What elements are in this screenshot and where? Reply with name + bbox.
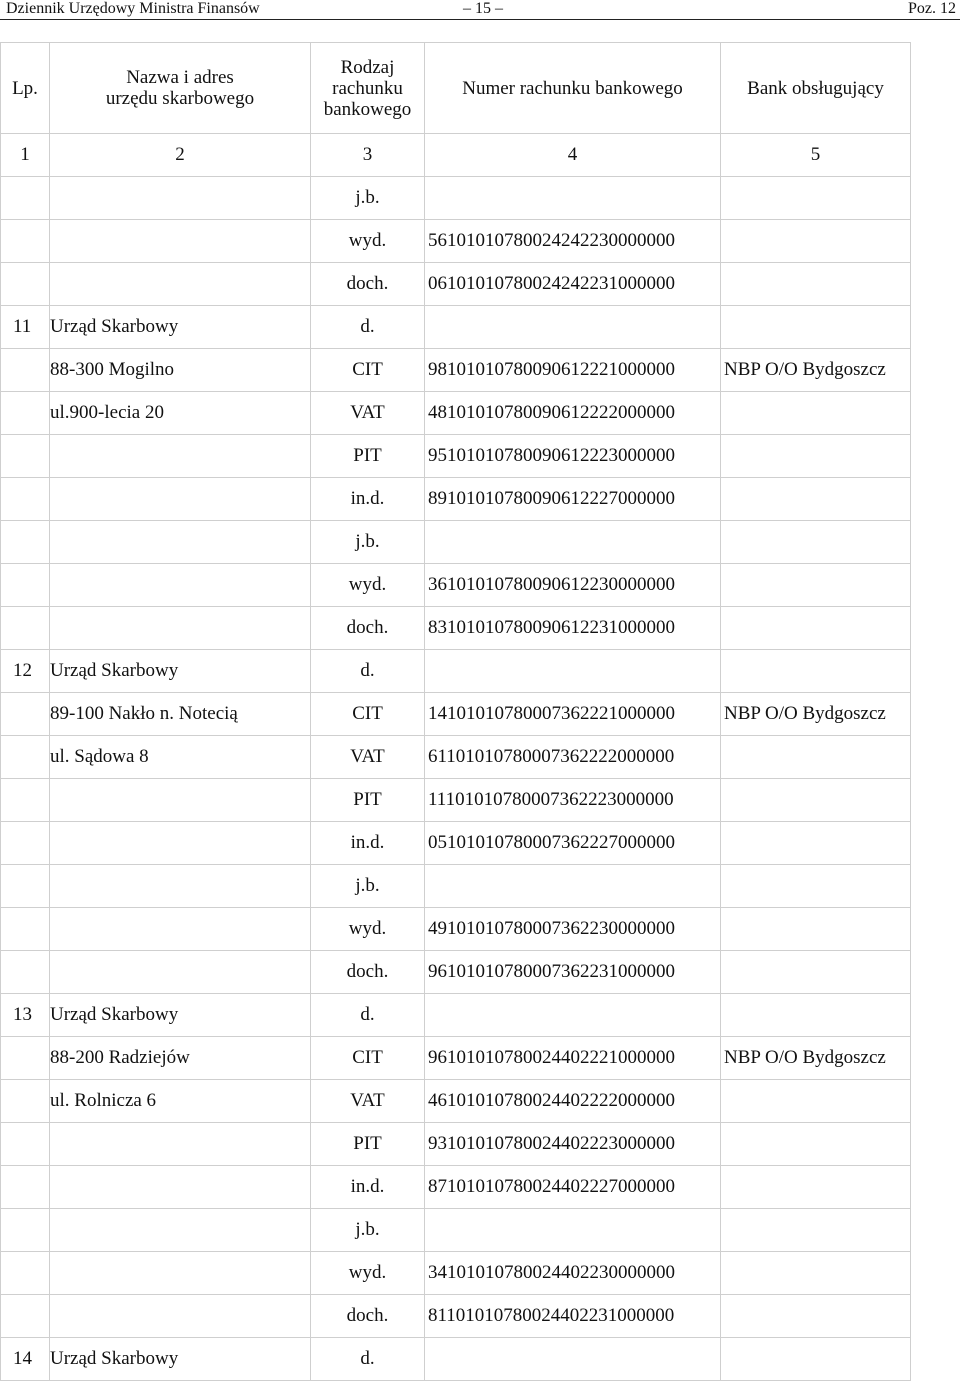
servicing-bank [721,736,911,779]
account-type: doch. [311,1295,425,1338]
table-row [1,349,911,392]
table-row [1,263,911,306]
office-name-address: Urząd Skarbowy [50,306,311,349]
office-number: 14 [1,1338,50,1381]
office-name-address [50,263,311,306]
table-row [1,822,911,865]
account-type: in.d. [311,478,425,521]
account-type: wyd. [311,1252,425,1295]
header-name-line2: urzędu skarbowego [105,88,255,109]
office-number [1,951,50,994]
account-number: 95101010780090612223000000 [425,435,721,478]
table-body [1,177,911,1381]
office-number [1,521,50,564]
account-type: PIT [311,779,425,822]
servicing-bank [721,478,911,521]
office-number [1,564,50,607]
account-type: wyd. [311,908,425,951]
table-row [1,1166,911,1209]
table-row [1,779,911,822]
table-row [1,521,911,564]
account-number [425,521,721,564]
office-number [1,1123,50,1166]
office-number [1,177,50,220]
account-number: 48101010780090612222000000 [425,392,721,435]
account-type: d. [311,1338,425,1381]
journal-title: Dziennik Urzędowy Ministra Finansów [6,0,260,17]
office-number [1,349,50,392]
account-number: 34101010780024402230000000 [425,1252,721,1295]
table-row [1,220,911,263]
column-numbers-row [1,134,911,177]
account-type: d. [311,994,425,1037]
account-number [425,1338,721,1381]
header-bank: Bank obsługujący [721,43,911,134]
account-number [425,177,721,220]
account-number: 36101010780090612230000000 [425,564,721,607]
office-name-address: ul. Sądowa 8 [50,736,311,779]
table-row [1,607,911,650]
table-row [1,865,911,908]
office-number [1,392,50,435]
account-type: wyd. [311,564,425,607]
bank-accounts-table [0,42,911,1381]
office-name-address: Urząd Skarbowy [50,650,311,693]
servicing-bank: NBP O/O Bydgoszcz [721,1037,911,1080]
office-name-address [50,1252,311,1295]
header-lp: Lp. [1,43,50,134]
office-number [1,865,50,908]
office-name-address [50,1295,311,1338]
table-row [1,650,911,693]
account-type: wyd. [311,220,425,263]
office-name-address [50,521,311,564]
office-number [1,478,50,521]
office-name-address [50,435,311,478]
servicing-bank [721,1338,911,1381]
servicing-bank: NBP O/O Bydgoszcz [721,349,911,392]
table-row [1,1080,911,1123]
account-type: PIT [311,1123,425,1166]
office-name-address: Urząd Skarbowy [50,1338,311,1381]
account-number: 89101010780090612227000000 [425,478,721,521]
table-row [1,478,911,521]
account-type: doch. [311,951,425,994]
header-type-line2: rachunku [332,77,403,99]
table-row [1,736,911,779]
account-type: doch. [311,607,425,650]
office-number [1,908,50,951]
position-number: Poz. 12 [908,0,956,17]
header-type [311,43,425,134]
table-row [1,1037,911,1080]
header-name-line1: Nazwa i adres [126,67,234,88]
table-row [1,564,911,607]
servicing-bank [721,1295,911,1338]
account-type: j.b. [311,521,425,564]
table-row [1,435,911,478]
account-number: 05101010780007362227000000 [425,822,721,865]
account-number: 96101010780024402221000000 [425,1037,721,1080]
account-type: d. [311,650,425,693]
servicing-bank [721,521,911,564]
office-name-address [50,779,311,822]
office-name-address [50,1123,311,1166]
office-number [1,736,50,779]
servicing-bank: NBP O/O Bydgoszcz [721,693,911,736]
office-number [1,1080,50,1123]
office-number: 12 [1,650,50,693]
table-row [1,306,911,349]
column-number: 1 [1,134,50,177]
office-number [1,607,50,650]
table-row [1,1252,911,1295]
account-type: doch. [311,263,425,306]
account-number [425,1209,721,1252]
account-number: 46101010780024402222000000 [425,1080,721,1123]
account-type: j.b. [311,1209,425,1252]
office-name-address [50,908,311,951]
servicing-bank [721,1166,911,1209]
office-number [1,1166,50,1209]
office-number [1,693,50,736]
servicing-bank [721,607,911,650]
table-row [1,1123,911,1166]
office-name-address: ul.900-lecia 20 [50,392,311,435]
account-type: PIT [311,435,425,478]
table-row [1,1209,911,1252]
header-number: Numer rachunku bankowego [425,43,721,134]
account-type: CIT [311,349,425,392]
account-number: 06101010780024242231000000 [425,263,721,306]
table-row [1,177,911,220]
column-number: 2 [50,134,311,177]
office-name-address: 89-100 Nakło n. Notecią [50,693,311,736]
account-type: in.d. [311,822,425,865]
office-name-address: ul. Rolnicza 6 [50,1080,311,1123]
servicing-bank [721,865,911,908]
office-name-address [50,220,311,263]
servicing-bank [721,1209,911,1252]
servicing-bank [721,1123,911,1166]
office-number: 11 [1,306,50,349]
account-number [425,306,721,349]
servicing-bank [721,263,911,306]
table-row [1,951,911,994]
table-row [1,908,911,951]
table-row [1,693,911,736]
account-type: j.b. [311,177,425,220]
office-name-address [50,865,311,908]
servicing-bank [721,220,911,263]
account-type: j.b. [311,865,425,908]
account-number: 81101010780024402231000000 [425,1295,721,1338]
account-type: VAT [311,736,425,779]
account-number [425,994,721,1037]
account-number: 49101010780007362230000000 [425,908,721,951]
account-number: 93101010780024402223000000 [425,1123,721,1166]
office-name-address [50,1209,311,1252]
servicing-bank [721,908,911,951]
table-header-row [1,43,911,134]
table-row [1,1338,911,1381]
page-number: – 15 – [463,0,503,17]
account-type: d. [311,306,425,349]
office-number [1,1295,50,1338]
account-number: 56101010780024242230000000 [425,220,721,263]
servicing-bank [721,177,911,220]
servicing-bank [721,650,911,693]
account-type: CIT [311,693,425,736]
servicing-bank [721,779,911,822]
office-number [1,1252,50,1295]
office-name-address [50,478,311,521]
office-number [1,435,50,478]
office-name-address [50,1166,311,1209]
servicing-bank [721,951,911,994]
table-row [1,392,911,435]
office-number: 13 [1,994,50,1037]
account-number: 98101010780090612221000000 [425,349,721,392]
office-name-address: Urząd Skarbowy [50,994,311,1037]
account-number: 83101010780090612231000000 [425,607,721,650]
account-number: 14101010780007362221000000 [425,693,721,736]
office-number [1,1209,50,1252]
table-row [1,994,911,1037]
servicing-bank [721,435,911,478]
table-row [1,1295,911,1338]
account-number: 96101010780007362231000000 [425,951,721,994]
account-number: 87101010780024402227000000 [425,1166,721,1209]
office-name-address: 88-200 Radziejów [50,1037,311,1080]
page-header [0,0,960,20]
header-type-line1: Rodzaj [340,56,395,78]
account-number: 61101010780007362222000000 [425,736,721,779]
office-name-address [50,564,311,607]
account-number [425,865,721,908]
office-number [1,220,50,263]
column-number: 5 [721,134,911,177]
office-number [1,779,50,822]
servicing-bank [721,564,911,607]
account-type: CIT [311,1037,425,1080]
header-type-line3: bankowego [323,98,412,120]
servicing-bank [721,1080,911,1123]
office-name-address [50,607,311,650]
office-number [1,822,50,865]
office-name-address [50,822,311,865]
servicing-bank [721,306,911,349]
column-number: 4 [425,134,721,177]
servicing-bank [721,822,911,865]
office-number [1,1037,50,1080]
office-name-address: 88-300 Mogilno [50,349,311,392]
account-type: VAT [311,1080,425,1123]
column-number: 3 [311,134,425,177]
office-number [1,263,50,306]
account-type: in.d. [311,1166,425,1209]
account-type: VAT [311,392,425,435]
office-name-address [50,177,311,220]
servicing-bank [721,994,911,1037]
office-name-address [50,951,311,994]
servicing-bank [721,392,911,435]
account-number [425,650,721,693]
account-number: 11101010780007362223000000 [425,779,721,822]
header-name [50,43,311,134]
servicing-bank [721,1252,911,1295]
